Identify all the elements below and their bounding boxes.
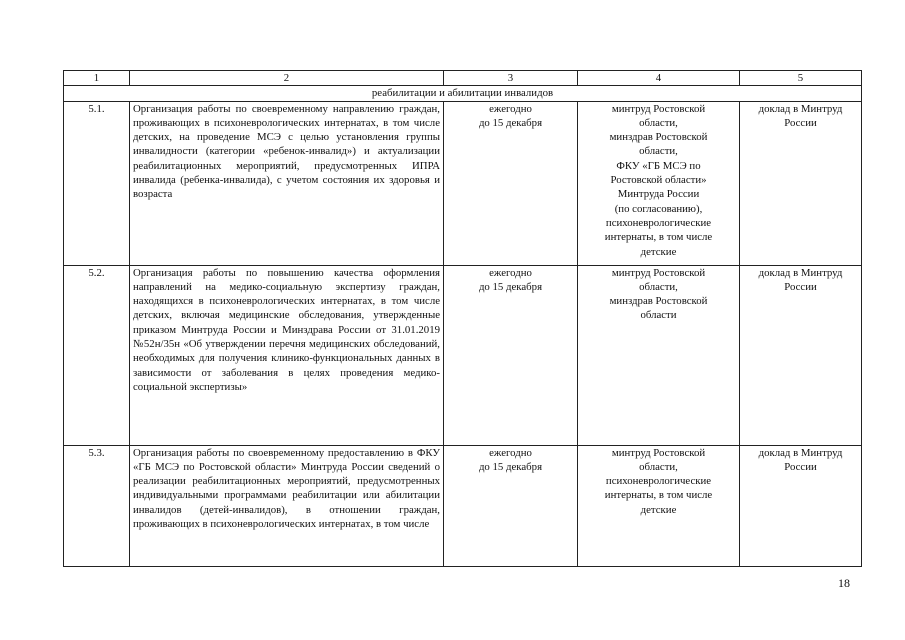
- executor-line: Минтруда России: [617, 188, 700, 201]
- section-row: [64, 86, 862, 101]
- row-deadline: [444, 265, 578, 445]
- result-line: России: [784, 460, 817, 473]
- column-header: 1: [64, 71, 130, 86]
- table-row: [64, 265, 862, 445]
- measures-table: [63, 70, 862, 567]
- page-number: 18: [838, 576, 850, 590]
- executor-line: интернаты, в том числе: [604, 489, 713, 502]
- row-deadline: [444, 101, 578, 265]
- result-line: доклад в Минтруд: [758, 266, 843, 279]
- row-executors: [578, 445, 740, 566]
- executor-line: детские: [640, 245, 677, 258]
- deadline-line: ежегодно: [489, 266, 532, 279]
- row-deadline: [444, 445, 578, 566]
- executor-line: детские: [640, 503, 677, 516]
- executor-line: интернаты, в том числе: [604, 231, 713, 244]
- row-result: [740, 101, 862, 265]
- executor-line: области,: [639, 460, 678, 473]
- executor-line: психоневрологические: [605, 475, 712, 488]
- result-line: России: [784, 116, 817, 129]
- row-number: 5.3.: [64, 445, 130, 566]
- executor-line: минздрав Ростовской: [609, 295, 708, 308]
- executor-line: (по согласованию),: [614, 202, 703, 215]
- row-executors: [578, 265, 740, 445]
- deadline-line: до 15 декабря: [478, 116, 543, 129]
- row-number: 5.1.: [64, 101, 130, 265]
- deadline-line: ежегодно: [489, 102, 532, 115]
- result-line: доклад в Минтруд: [758, 102, 843, 115]
- column-header: 5: [740, 71, 862, 86]
- executor-line: минтруд Ростовской: [611, 266, 706, 279]
- deadline-line: до 15 декабря: [478, 460, 543, 473]
- table-row: [64, 445, 862, 566]
- row-result: [740, 265, 862, 445]
- executor-line: области: [640, 309, 677, 322]
- executor-line: минздрав Ростовской: [609, 131, 708, 144]
- executor-line: ФКУ «ГБ МСЭ по: [616, 159, 701, 172]
- executor-line: минтруд Ростовской: [611, 102, 706, 115]
- executor-line: области,: [639, 280, 678, 293]
- executor-line: области,: [639, 145, 678, 158]
- column-header: 2: [130, 71, 444, 86]
- result-line: доклад в Минтруд: [758, 446, 843, 459]
- row-executors: [578, 101, 740, 265]
- deadline-line: ежегодно: [489, 446, 532, 459]
- column-number-row: [64, 71, 862, 86]
- row-number: 5.2.: [64, 265, 130, 445]
- row-description: Организация работы по повышению качества оформления направлений на медико-социальную экспертизу граждан, находящихся в психоневрологических интернатах, в том числе детских, включая медицинские обследования, утвержденные приказом Минтруда России и Минздрава России от 31.01.2019 №52н/35н «Об утверждении перечня медицинских обследований, необходимых для получения клинико-функциональных данных в зависимости от заболевания в целях проведения медико-социальной экспертизы»: [130, 265, 444, 445]
- table-row: [64, 101, 862, 265]
- column-header: 4: [578, 71, 740, 86]
- result-line: России: [784, 280, 817, 293]
- section-title: реабилитации и абилитации инвалидов: [64, 86, 862, 101]
- executor-line: Ростовской области»: [610, 174, 707, 187]
- deadline-line: до 15 декабря: [478, 280, 543, 293]
- executor-line: области,: [639, 116, 678, 129]
- row-description: Организация работы по своевременному направлению граждан, проживающих в психоневрологических интернатах, в том числе детских, на проведение МСЭ с целью установления группы инвалидности (категории «ребенок-инвалид») и актуализации реабилитационных мероприятий, предусмотренных ИПРА инвалида (ребенка-инвалида), с учетом состояния их здоровья и возраста: [130, 101, 444, 265]
- row-result: [740, 445, 862, 566]
- row-description: Организация работы по своевременному предоставлению в ФКУ «ГБ МСЭ по Ростовской области» Минтруда России сведений о реализации реабилитационных мероприятий, предусмотренных индивидуальными программами реабилитации или абилитации инвалидов (детей-инвалидов), в отношении граждан, проживающих в психоневрологических интернатах, в том числе: [130, 445, 444, 566]
- executor-line: психоневрологические: [605, 216, 712, 229]
- column-header: 3: [444, 71, 578, 86]
- executor-line: минтруд Ростовской: [611, 446, 706, 459]
